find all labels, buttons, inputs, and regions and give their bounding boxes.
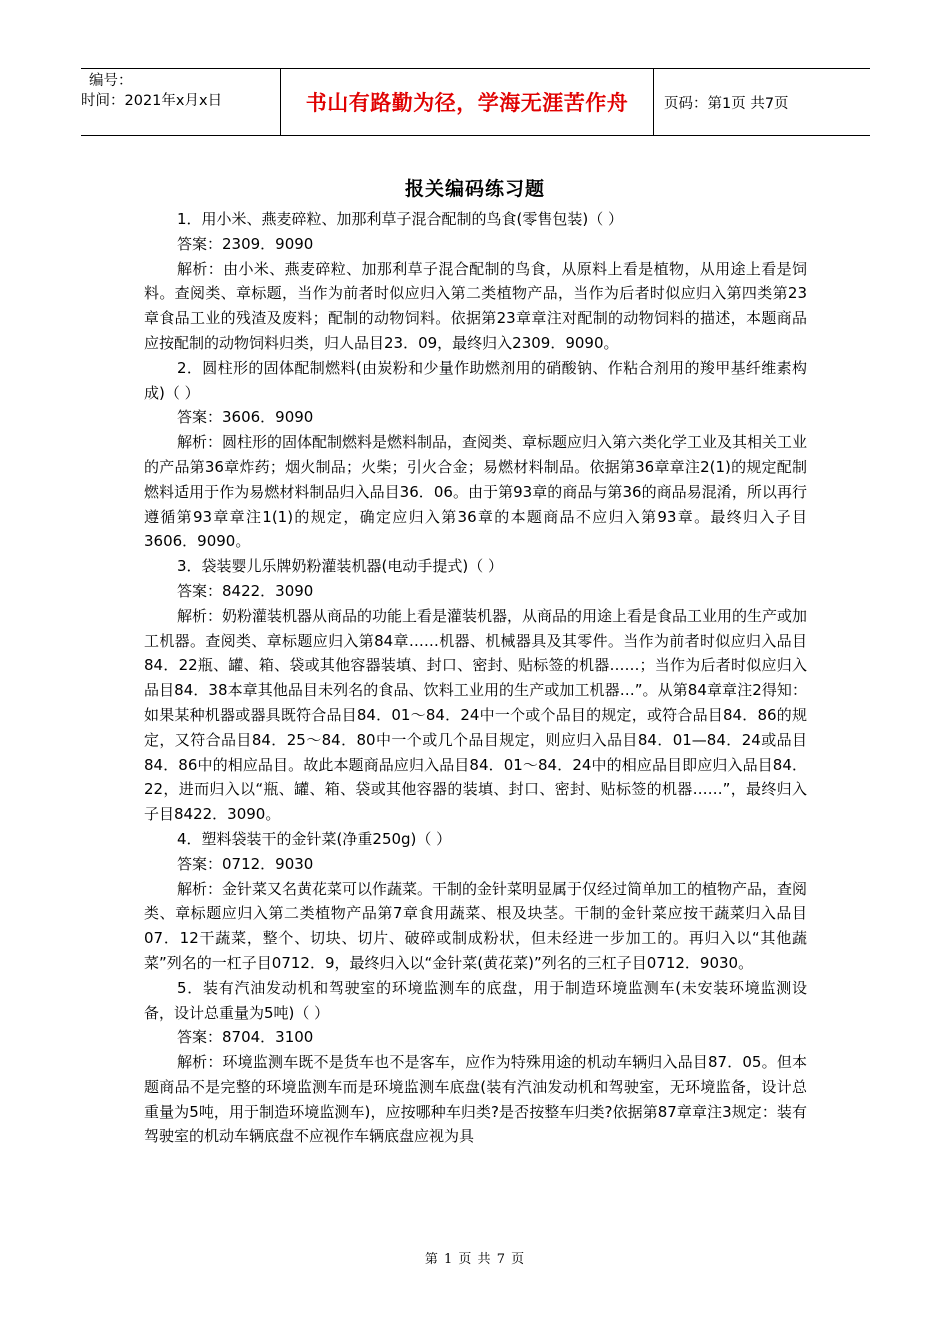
answer-paragraph: 答案：2309．9090 <box>177 234 314 253</box>
header-page-info: 页码：第1页 共7页 <box>664 95 789 112</box>
question-paragraph: 3．袋装婴儿乐牌奶粉灌装机器(电动手提式)（ ） <box>177 557 504 576</box>
answer-paragraph: 答案：3606．9090 <box>177 408 314 427</box>
question-paragraph: 5．装有汽油发动机和驾驶室的环境监测车的底盘，用于制造环境监测车(未安装环境监测设备，设计总重量为5吨)（ ） <box>144 978 807 1022</box>
header-info-cell <box>81 69 281 135</box>
analysis-paragraph: 解析：环境监测车既不是货车也不是客车，应作为特殊用途的机动车辆归入品目87．05。但本题商品不是完整的环境监测车而是环境监测车底盘(装有汽油发动机和驾驶室，无环境监备，设计总重量为5吨，用于制造环境监测车)，应按哪种车归类?是否按整车归类?依据第87章章注3规定：装有驾驶室的机动车辆底盘不应视作车辆底盘应视为具 <box>144 1053 807 1146</box>
analysis-paragraph: 解析：由小米、燕麦碎粒、加那利草子混合配制的鸟食，从原料上看是植物，从用途上看是饲料。查阅类、章标题，当作为前者时似应归入第二类植物产品，当作为后者时似应归入第四类第23章食品工业的残渣及废料；配制的动物饲料。依据第23章章注对配制的动物饲料的描述，本题商品应按配制的动物饲料归类，归人品目23．09，最终归入2309．9090。 <box>144 259 807 352</box>
document-title: 报关编码练习题 <box>404 178 545 200</box>
question-paragraph: 1．用小米、燕麦碎粒、加那利草子混合配制的鸟食(零售包装)（ ） <box>177 210 624 228</box>
page-footer: 第 1 页 共 7 页 <box>424 1252 526 1267</box>
analysis-paragraph: 解析：圆柱形的固体配制燃料是燃料制品，查阅类、章标题应归入第六类化学工业及其相关工业的产品第36章炸药；烟火制品；火柴；引火合金；易燃材料制品。依据第36章章注2(1)的规定配制燃料适用于作为易燃材料制品归入品目36．06。由于第93章的商品与第36的商品易混淆，所以再行遵循第93章章注1(1)的规定，确定应归入第36章的本题商品不应归入第93章。最终归入子目3606．9090。 <box>144 433 808 551</box>
question-paragraph: 4．塑料袋装干的金针菜(净重250g)（ ） <box>177 829 452 848</box>
answer-paragraph: 答案：8422．3090 <box>177 581 314 600</box>
answer-paragraph: 答案：0712．9030 <box>177 854 314 873</box>
document-number-label: 编号： <box>89 73 133 89</box>
analysis-paragraph: 解析：奶粉灌装机器从商品的功能上看是灌装机器，从商品的用途上看是食品工业用的生产或加工机器。查阅类、章标题应归入第84章……机器、机械器具及其零件。当作为前者时似应归入品目84．22瓶、罐、箱、袋或其他容器装填、封口、密封、贴标签的机器……；当作为后者时似应归入品目84．38本章其他品目未列名的食品、饮料工业用的生产或加工机器…”。从第84章章注2得知：如果某种机器或器具既符合品目84．01～84．24中一个或个品目的规定，或符合品目84．86的规定，又符合品目84．25～84．80中一个或几个品目规定，则应归入品目84．01—84．24或品目84．86中的相应品目。故此本题商品应归入品目84．01～84．24中的相应品目即应归入品目84．22，进而归入以“瓶、罐、箱、袋或其他容器的装填、封口、密封、贴标签的机器……”，最终归入子目8422．3090。 <box>144 606 808 824</box>
document-date-label: 时间：2021年x月x日 <box>81 93 223 109</box>
analysis-paragraph: 解析：金针菜又名黄花菜可以作蔬菜。干制的金针菜明显属于仅经过简单加工的植物产品，查阅类、章标题应归入第二类植物产品第7章食用蔬菜、根及块茎。干制的金针菜应按干蔬菜归入品目07．12干蔬菜，整个、切块、切片、破碎或制成粉状，但未经进一步加工的。再归入以“其他蔬菜”列名的一杠子目0712．9，最终归入以“金针菜(黄花菜)”列名的三杠子目0712．9030。 <box>144 879 808 972</box>
header-table <box>81 68 870 136</box>
question-paragraph: 2．圆柱形的固体配制燃料(由炭粉和少量作助燃剂用的硝酸钠、作粘合剂用的羧甲基纤维素构成)（ ） <box>144 358 807 402</box>
header-motto: 书山有路勤为径，学海无涯苦作舟 <box>281 69 654 135</box>
answer-paragraph: 答案：8704．3100 <box>177 1028 314 1047</box>
document-body <box>144 207 807 1149</box>
